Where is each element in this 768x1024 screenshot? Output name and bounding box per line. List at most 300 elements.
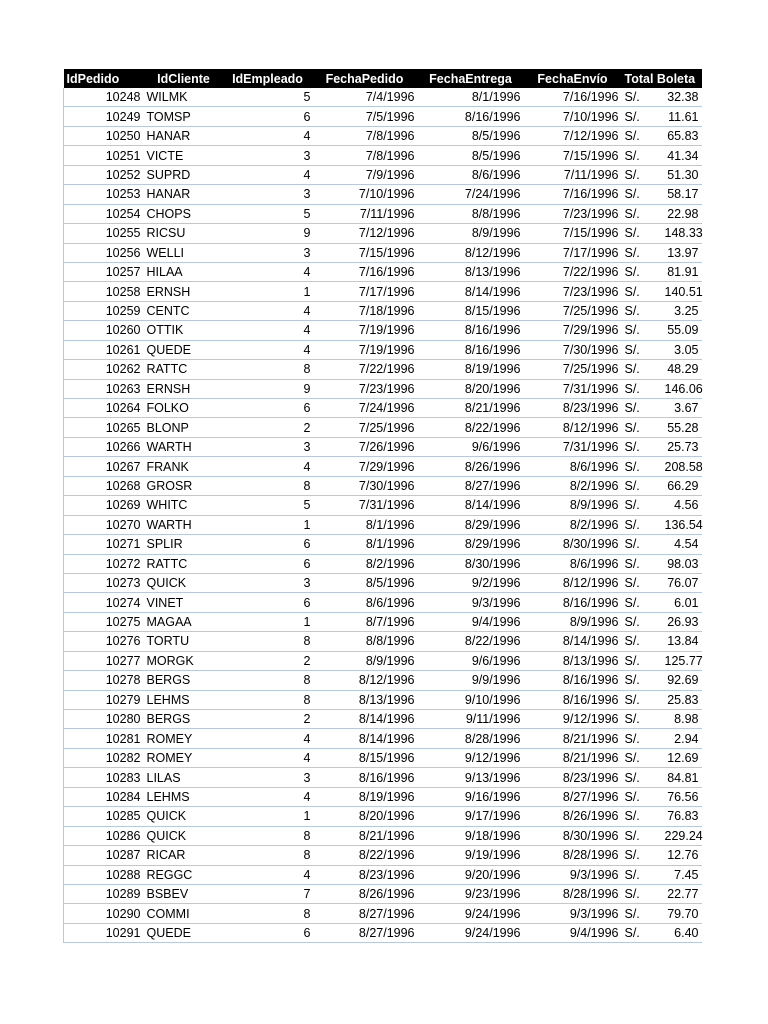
cell-fecha-envio: 8/23/1996 xyxy=(524,768,622,787)
cell-currency: S/. xyxy=(622,282,662,301)
cell-fecha-pedido: 8/27/1996 xyxy=(312,923,418,942)
cell-currency: S/. xyxy=(622,418,662,437)
cell-id-cliente: RICSU xyxy=(144,224,224,243)
table-row xyxy=(64,301,702,320)
cell-currency: S/. xyxy=(622,340,662,359)
cell-fecha-entrega: 8/6/1996 xyxy=(418,165,524,184)
table-row xyxy=(64,146,702,165)
cell-id-pedido: 10259 xyxy=(64,301,144,320)
table-row xyxy=(64,787,702,806)
cell-total-boleta: 76.07 xyxy=(662,573,702,592)
cell-fecha-pedido: 7/11/1996 xyxy=(312,204,418,223)
table-body xyxy=(64,88,702,943)
cell-total-boleta: 3.05 xyxy=(662,340,702,359)
cell-currency: S/. xyxy=(622,437,662,456)
cell-id-cliente: QUICK xyxy=(144,826,224,845)
cell-id-cliente: CHOPS xyxy=(144,204,224,223)
cell-id-cliente: WARTH xyxy=(144,515,224,534)
cell-id-pedido: 10281 xyxy=(64,729,144,748)
cell-fecha-entrega: 9/3/1996 xyxy=(418,593,524,612)
cell-fecha-envio: 7/11/1996 xyxy=(524,165,622,184)
table-row xyxy=(64,884,702,903)
cell-id-empleado: 2 xyxy=(224,418,312,437)
cell-id-pedido: 10275 xyxy=(64,612,144,631)
table-row xyxy=(64,535,702,554)
cell-id-empleado: 3 xyxy=(224,437,312,456)
cell-id-pedido: 10291 xyxy=(64,923,144,942)
cell-id-cliente: LEHMS xyxy=(144,787,224,806)
cell-currency: S/. xyxy=(622,593,662,612)
cell-fecha-envio: 7/23/1996 xyxy=(524,282,622,301)
cell-fecha-entrega: 8/28/1996 xyxy=(418,729,524,748)
cell-fecha-pedido: 8/23/1996 xyxy=(312,865,418,884)
cell-fecha-pedido: 8/9/1996 xyxy=(312,651,418,670)
cell-id-cliente: TOMSP xyxy=(144,107,224,126)
cell-id-pedido: 10248 xyxy=(64,88,144,107)
cell-fecha-envio: 7/15/1996 xyxy=(524,146,622,165)
table-row xyxy=(64,923,702,942)
cell-fecha-envio: 7/31/1996 xyxy=(524,437,622,456)
cell-fecha-pedido: 7/17/1996 xyxy=(312,282,418,301)
cell-fecha-entrega: 8/16/1996 xyxy=(418,321,524,340)
cell-id-cliente: WARTH xyxy=(144,437,224,456)
cell-id-cliente: QUEDE xyxy=(144,923,224,942)
cell-id-pedido: 10260 xyxy=(64,321,144,340)
cell-fecha-entrega: 8/22/1996 xyxy=(418,418,524,437)
cell-fecha-pedido: 8/20/1996 xyxy=(312,807,418,826)
cell-id-cliente: COMMI xyxy=(144,904,224,923)
cell-currency: S/. xyxy=(622,379,662,398)
cell-id-pedido: 10250 xyxy=(64,126,144,145)
cell-fecha-pedido: 7/10/1996 xyxy=(312,185,418,204)
cell-id-pedido: 10267 xyxy=(64,457,144,476)
cell-id-cliente: GROSR xyxy=(144,476,224,495)
cell-id-pedido: 10258 xyxy=(64,282,144,301)
cell-fecha-envio: 8/16/1996 xyxy=(524,690,622,709)
cell-id-cliente: RICAR xyxy=(144,846,224,865)
cell-fecha-pedido: 8/8/1996 xyxy=(312,632,418,651)
cell-currency: S/. xyxy=(622,865,662,884)
cell-fecha-pedido: 8/1/1996 xyxy=(312,535,418,554)
cell-currency: S/. xyxy=(622,612,662,631)
cell-id-pedido: 10277 xyxy=(64,651,144,670)
cell-id-empleado: 8 xyxy=(224,846,312,865)
cell-fecha-envio: 7/16/1996 xyxy=(524,185,622,204)
table-row xyxy=(64,379,702,398)
cell-id-empleado: 4 xyxy=(224,787,312,806)
cell-fecha-entrega: 8/21/1996 xyxy=(418,399,524,418)
cell-id-empleado: 4 xyxy=(224,748,312,767)
cell-fecha-entrega: 9/23/1996 xyxy=(418,884,524,903)
cell-fecha-envio: 7/23/1996 xyxy=(524,204,622,223)
cell-id-pedido: 10288 xyxy=(64,865,144,884)
cell-fecha-entrega: 8/16/1996 xyxy=(418,107,524,126)
cell-fecha-envio: 8/9/1996 xyxy=(524,612,622,631)
header-fecha-entrega: FechaEntrega xyxy=(418,69,524,88)
cell-currency: S/. xyxy=(622,884,662,903)
cell-currency: S/. xyxy=(622,729,662,748)
cell-id-empleado: 6 xyxy=(224,554,312,573)
cell-fecha-pedido: 7/9/1996 xyxy=(312,165,418,184)
cell-currency: S/. xyxy=(622,846,662,865)
table-row xyxy=(64,126,702,145)
cell-fecha-envio: 8/30/1996 xyxy=(524,535,622,554)
cell-fecha-entrega: 8/1/1996 xyxy=(418,88,524,107)
cell-fecha-entrega: 8/14/1996 xyxy=(418,282,524,301)
cell-currency: S/. xyxy=(622,632,662,651)
cell-fecha-envio: 8/12/1996 xyxy=(524,573,622,592)
table-row xyxy=(64,321,702,340)
cell-fecha-entrega: 9/18/1996 xyxy=(418,826,524,845)
table-row xyxy=(64,107,702,126)
cell-fecha-entrega: 8/29/1996 xyxy=(418,515,524,534)
cell-id-empleado: 1 xyxy=(224,612,312,631)
cell-fecha-entrega: 8/5/1996 xyxy=(418,146,524,165)
cell-fecha-envio: 8/9/1996 xyxy=(524,496,622,515)
cell-id-cliente: SUPRD xyxy=(144,165,224,184)
cell-id-empleado: 4 xyxy=(224,126,312,145)
cell-fecha-pedido: 8/26/1996 xyxy=(312,884,418,903)
cell-fecha-entrega: 8/9/1996 xyxy=(418,224,524,243)
cell-fecha-envio: 7/15/1996 xyxy=(524,224,622,243)
cell-total-boleta: 79.70 xyxy=(662,904,702,923)
cell-fecha-envio: 7/25/1996 xyxy=(524,360,622,379)
cell-fecha-pedido: 8/12/1996 xyxy=(312,671,418,690)
table-row xyxy=(64,243,702,262)
table-row xyxy=(64,573,702,592)
table-row xyxy=(64,612,702,631)
table-row xyxy=(64,88,702,107)
cell-currency: S/. xyxy=(622,185,662,204)
cell-currency: S/. xyxy=(622,88,662,107)
cell-total-boleta: 2.94 xyxy=(662,729,702,748)
cell-total-boleta: 25.73 xyxy=(662,437,702,456)
cell-fecha-entrega: 8/19/1996 xyxy=(418,360,524,379)
cell-fecha-entrega: 9/16/1996 xyxy=(418,787,524,806)
cell-fecha-pedido: 7/8/1996 xyxy=(312,146,418,165)
cell-id-empleado: 8 xyxy=(224,360,312,379)
cell-id-pedido: 10286 xyxy=(64,826,144,845)
cell-currency: S/. xyxy=(622,262,662,281)
table-row xyxy=(64,748,702,767)
table-row xyxy=(64,904,702,923)
cell-fecha-entrega: 9/24/1996 xyxy=(418,904,524,923)
table-row xyxy=(64,282,702,301)
table-row xyxy=(64,204,702,223)
cell-total-boleta: 51.30 xyxy=(662,165,702,184)
cell-id-pedido: 10284 xyxy=(64,787,144,806)
cell-total-boleta: 229.24 xyxy=(662,826,702,845)
cell-fecha-pedido: 8/5/1996 xyxy=(312,573,418,592)
header-id-pedido: IdPedido xyxy=(64,69,144,88)
header-row xyxy=(64,69,702,88)
cell-id-cliente: WILMK xyxy=(144,88,224,107)
table-row xyxy=(64,185,702,204)
cell-fecha-entrega: 8/5/1996 xyxy=(418,126,524,145)
cell-total-boleta: 32.38 xyxy=(662,88,702,107)
cell-fecha-entrega: 8/14/1996 xyxy=(418,496,524,515)
cell-fecha-entrega: 8/29/1996 xyxy=(418,535,524,554)
cell-fecha-entrega: 9/19/1996 xyxy=(418,846,524,865)
cell-total-boleta: 48.29 xyxy=(662,360,702,379)
cell-fecha-pedido: 7/23/1996 xyxy=(312,379,418,398)
cell-fecha-envio: 9/4/1996 xyxy=(524,923,622,942)
cell-fecha-entrega: 8/12/1996 xyxy=(418,243,524,262)
cell-fecha-pedido: 7/16/1996 xyxy=(312,262,418,281)
cell-fecha-entrega: 7/24/1996 xyxy=(418,185,524,204)
cell-id-empleado: 9 xyxy=(224,379,312,398)
cell-id-cliente: REGGC xyxy=(144,865,224,884)
cell-fecha-pedido: 8/27/1996 xyxy=(312,904,418,923)
cell-fecha-envio: 8/26/1996 xyxy=(524,807,622,826)
table-header xyxy=(64,69,702,88)
cell-id-cliente: MAGAA xyxy=(144,612,224,631)
table-row xyxy=(64,515,702,534)
cell-total-boleta: 146.06 xyxy=(662,379,702,398)
cell-total-boleta: 58.17 xyxy=(662,185,702,204)
cell-total-boleta: 6.40 xyxy=(662,923,702,942)
cell-currency: S/. xyxy=(622,321,662,340)
cell-id-empleado: 2 xyxy=(224,651,312,670)
cell-currency: S/. xyxy=(622,204,662,223)
table-row xyxy=(64,865,702,884)
cell-fecha-pedido: 8/22/1996 xyxy=(312,846,418,865)
cell-id-empleado: 8 xyxy=(224,671,312,690)
table-row xyxy=(64,496,702,515)
table-row xyxy=(64,262,702,281)
cell-fecha-entrega: 8/27/1996 xyxy=(418,476,524,495)
cell-id-empleado: 4 xyxy=(224,165,312,184)
cell-total-boleta: 13.84 xyxy=(662,632,702,651)
orders-sheet xyxy=(63,69,703,943)
cell-id-empleado: 3 xyxy=(224,185,312,204)
cell-id-empleado: 3 xyxy=(224,768,312,787)
cell-id-pedido: 10252 xyxy=(64,165,144,184)
cell-currency: S/. xyxy=(622,904,662,923)
cell-currency: S/. xyxy=(622,807,662,826)
header-id-cliente: IdCliente xyxy=(144,69,224,88)
cell-id-empleado: 6 xyxy=(224,107,312,126)
table-row xyxy=(64,224,702,243)
cell-id-pedido: 10253 xyxy=(64,185,144,204)
cell-id-cliente: MORGK xyxy=(144,651,224,670)
cell-total-boleta: 26.93 xyxy=(662,612,702,631)
cell-fecha-envio: 8/6/1996 xyxy=(524,457,622,476)
cell-fecha-envio: 8/16/1996 xyxy=(524,671,622,690)
cell-id-pedido: 10287 xyxy=(64,846,144,865)
cell-currency: S/. xyxy=(622,710,662,729)
header-fecha-envio: FechaEnvío xyxy=(524,69,622,88)
cell-fecha-pedido: 7/12/1996 xyxy=(312,224,418,243)
cell-id-pedido: 10256 xyxy=(64,243,144,262)
cell-currency: S/. xyxy=(622,748,662,767)
cell-fecha-envio: 8/12/1996 xyxy=(524,418,622,437)
cell-fecha-envio: 7/22/1996 xyxy=(524,262,622,281)
cell-id-pedido: 10263 xyxy=(64,379,144,398)
cell-currency: S/. xyxy=(622,535,662,554)
cell-currency: S/. xyxy=(622,146,662,165)
cell-fecha-entrega: 8/16/1996 xyxy=(418,340,524,359)
cell-total-boleta: 12.76 xyxy=(662,846,702,865)
cell-fecha-pedido: 7/19/1996 xyxy=(312,340,418,359)
cell-id-empleado: 4 xyxy=(224,321,312,340)
cell-fecha-pedido: 7/5/1996 xyxy=(312,107,418,126)
cell-fecha-entrega: 8/8/1996 xyxy=(418,204,524,223)
cell-id-empleado: 6 xyxy=(224,923,312,942)
cell-fecha-envio: 8/28/1996 xyxy=(524,846,622,865)
cell-fecha-entrega: 9/12/1996 xyxy=(418,748,524,767)
cell-fecha-entrega: 9/20/1996 xyxy=(418,865,524,884)
cell-id-empleado: 5 xyxy=(224,88,312,107)
header-total-boleta: Total Boleta xyxy=(622,69,702,88)
cell-id-cliente: QUICK xyxy=(144,807,224,826)
cell-fecha-entrega: 8/20/1996 xyxy=(418,379,524,398)
cell-fecha-entrega: 8/22/1996 xyxy=(418,632,524,651)
cell-id-cliente: BSBEV xyxy=(144,884,224,903)
cell-id-cliente: CENTC xyxy=(144,301,224,320)
cell-id-cliente: OTTIK xyxy=(144,321,224,340)
cell-fecha-envio: 8/13/1996 xyxy=(524,651,622,670)
header-fecha-pedido: FechaPedido xyxy=(312,69,418,88)
cell-total-boleta: 84.81 xyxy=(662,768,702,787)
cell-fecha-envio: 9/12/1996 xyxy=(524,710,622,729)
cell-fecha-pedido: 8/19/1996 xyxy=(312,787,418,806)
table-row xyxy=(64,437,702,456)
table-row xyxy=(64,846,702,865)
cell-fecha-entrega: 9/6/1996 xyxy=(418,651,524,670)
cell-id-empleado: 6 xyxy=(224,535,312,554)
cell-currency: S/. xyxy=(622,768,662,787)
cell-id-empleado: 1 xyxy=(224,807,312,826)
cell-id-empleado: 6 xyxy=(224,593,312,612)
cell-fecha-pedido: 7/15/1996 xyxy=(312,243,418,262)
cell-currency: S/. xyxy=(622,923,662,942)
cell-total-boleta: 140.51 xyxy=(662,282,702,301)
table-row xyxy=(64,554,702,573)
cell-total-boleta: 65.83 xyxy=(662,126,702,145)
cell-id-pedido: 10280 xyxy=(64,710,144,729)
cell-total-boleta: 66.29 xyxy=(662,476,702,495)
cell-total-boleta: 3.25 xyxy=(662,301,702,320)
cell-fecha-entrega: 9/24/1996 xyxy=(418,923,524,942)
cell-id-cliente: BLONP xyxy=(144,418,224,437)
table-row xyxy=(64,768,702,787)
cell-fecha-entrega: 9/10/1996 xyxy=(418,690,524,709)
cell-id-cliente: QUICK xyxy=(144,573,224,592)
cell-id-empleado: 8 xyxy=(224,904,312,923)
cell-fecha-envio: 7/12/1996 xyxy=(524,126,622,145)
cell-id-empleado: 8 xyxy=(224,826,312,845)
cell-fecha-envio: 8/27/1996 xyxy=(524,787,622,806)
cell-fecha-envio: 8/21/1996 xyxy=(524,729,622,748)
cell-total-boleta: 22.77 xyxy=(662,884,702,903)
table-row xyxy=(64,418,702,437)
cell-id-empleado: 3 xyxy=(224,573,312,592)
table-row xyxy=(64,651,702,670)
cell-fecha-entrega: 8/15/1996 xyxy=(418,301,524,320)
cell-currency: S/. xyxy=(622,554,662,573)
cell-id-pedido: 10271 xyxy=(64,535,144,554)
cell-id-empleado: 3 xyxy=(224,146,312,165)
cell-fecha-envio: 7/29/1996 xyxy=(524,321,622,340)
cell-fecha-entrega: 8/30/1996 xyxy=(418,554,524,573)
header-id-empleado: IdEmpleado xyxy=(224,69,312,88)
cell-id-empleado: 3 xyxy=(224,243,312,262)
cell-id-cliente: FOLKO xyxy=(144,399,224,418)
cell-id-pedido: 10268 xyxy=(64,476,144,495)
cell-fecha-pedido: 8/2/1996 xyxy=(312,554,418,573)
cell-id-pedido: 10265 xyxy=(64,418,144,437)
cell-id-pedido: 10278 xyxy=(64,671,144,690)
cell-fecha-entrega: 9/13/1996 xyxy=(418,768,524,787)
cell-id-empleado: 4 xyxy=(224,457,312,476)
cell-total-boleta: 208.58 xyxy=(662,457,702,476)
cell-fecha-envio: 7/10/1996 xyxy=(524,107,622,126)
cell-id-pedido: 10264 xyxy=(64,399,144,418)
cell-id-cliente: ROMEY xyxy=(144,748,224,767)
cell-id-pedido: 10283 xyxy=(64,768,144,787)
cell-total-boleta: 55.28 xyxy=(662,418,702,437)
cell-fecha-entrega: 9/9/1996 xyxy=(418,671,524,690)
cell-fecha-entrega: 8/26/1996 xyxy=(418,457,524,476)
cell-id-cliente: RATTC xyxy=(144,360,224,379)
cell-total-boleta: 76.83 xyxy=(662,807,702,826)
cell-fecha-pedido: 8/13/1996 xyxy=(312,690,418,709)
cell-id-empleado: 4 xyxy=(224,262,312,281)
cell-total-boleta: 136.54 xyxy=(662,515,702,534)
cell-fecha-entrega: 9/2/1996 xyxy=(418,573,524,592)
cell-fecha-pedido: 8/16/1996 xyxy=(312,768,418,787)
cell-id-pedido: 10274 xyxy=(64,593,144,612)
cell-id-cliente: VINET xyxy=(144,593,224,612)
cell-total-boleta: 76.56 xyxy=(662,787,702,806)
cell-fecha-entrega: 9/17/1996 xyxy=(418,807,524,826)
cell-fecha-pedido: 7/24/1996 xyxy=(312,399,418,418)
cell-fecha-pedido: 7/18/1996 xyxy=(312,301,418,320)
cell-fecha-envio: 7/25/1996 xyxy=(524,301,622,320)
cell-id-cliente: HANAR xyxy=(144,126,224,145)
cell-total-boleta: 22.98 xyxy=(662,204,702,223)
cell-id-pedido: 10249 xyxy=(64,107,144,126)
cell-total-boleta: 81.91 xyxy=(662,262,702,281)
table-row xyxy=(64,399,702,418)
cell-currency: S/. xyxy=(622,651,662,670)
cell-total-boleta: 4.54 xyxy=(662,535,702,554)
cell-fecha-pedido: 7/19/1996 xyxy=(312,321,418,340)
cell-fecha-entrega: 9/6/1996 xyxy=(418,437,524,456)
table-row xyxy=(64,476,702,495)
cell-fecha-entrega: 9/11/1996 xyxy=(418,710,524,729)
cell-fecha-pedido: 8/14/1996 xyxy=(312,729,418,748)
table-row xyxy=(64,710,702,729)
cell-currency: S/. xyxy=(622,301,662,320)
cell-fecha-envio: 9/3/1996 xyxy=(524,904,622,923)
cell-id-cliente: LEHMS xyxy=(144,690,224,709)
cell-id-pedido: 10290 xyxy=(64,904,144,923)
cell-id-pedido: 10269 xyxy=(64,496,144,515)
cell-id-empleado: 4 xyxy=(224,301,312,320)
cell-total-boleta: 13.97 xyxy=(662,243,702,262)
table-row xyxy=(64,340,702,359)
cell-fecha-pedido: 7/30/1996 xyxy=(312,476,418,495)
cell-id-pedido: 10285 xyxy=(64,807,144,826)
cell-id-cliente: WELLI xyxy=(144,243,224,262)
cell-fecha-pedido: 7/29/1996 xyxy=(312,457,418,476)
cell-id-pedido: 10276 xyxy=(64,632,144,651)
cell-fecha-envio: 8/30/1996 xyxy=(524,826,622,845)
cell-id-empleado: 8 xyxy=(224,632,312,651)
cell-fecha-pedido: 7/4/1996 xyxy=(312,88,418,107)
